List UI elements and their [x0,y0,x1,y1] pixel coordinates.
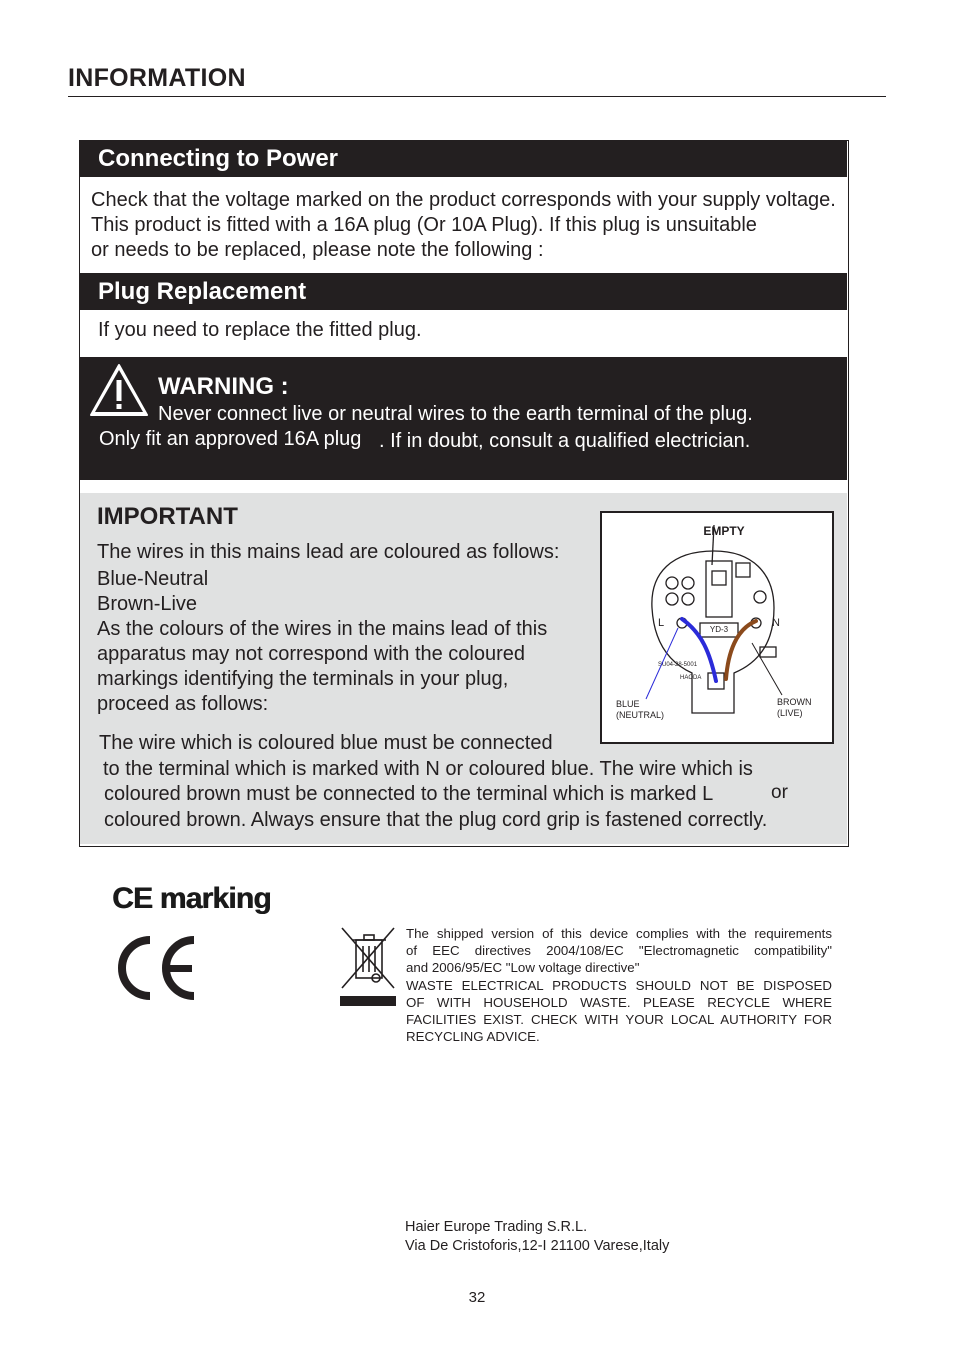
address-line-1: Haier Europe Trading S.R.L. [405,1219,588,1235]
plug-wiring-diagram [602,513,832,742]
important-para-line-3: coloured brown must be connected to the terminal which is marked L [104,783,714,805]
warning-line-2b: . If in doubt, consult a qualified electrician. [379,430,751,452]
plug-label-code: SU04-28-5001 [658,662,698,668]
important-line-3: Brown-Live [97,593,198,615]
header-divider [68,96,886,97]
compliance-line-1: The shipped version of this device complies with the requirements [406,926,832,941]
plug-diagram-frame [600,511,834,744]
warning-title: WARNING : [158,373,289,400]
important-para-line-2: to the terminal which is marked with N or coloured blue. The wire which is [103,758,753,780]
compliance-line-4: WASTE ELECTRICAL PRODUCTS SHOULD NOT BE DISPOSED [406,977,832,993]
important-line-4: As the colours of the wires in the mains lead of this [97,618,548,640]
compliance-line-2: of EEC directives 2004/108/EC "Electromagnetic compatibility" [406,943,832,959]
compliance-line-6: FACILITIES EXIST. CHECK WITH YOUR LOCAL AUTHORITY FOR [406,1012,832,1028]
plug-label-neutral: (NEUTRAL) [616,710,665,720]
connecting-text-line-3: or needs to be replaced, please note the following : [91,239,544,261]
company-address [405,1218,669,1256]
warning-line-1: Never connect live or neutral wires to the earth terminal of the plug. [158,403,753,425]
compliance-line-7: RECYCLING ADVICE. [406,1029,540,1045]
plug-label-live: (LIVE) [777,708,803,718]
compliance-line-5: OF WITH HOUSEHOLD WASTE. PLEASE RECYCLE WHERE [406,994,832,1010]
important-line-5: apparatus may not correspond with the coloured [97,643,526,665]
compliance-line-3: and 2006/95/EC "Low voltage directive" [406,960,640,976]
warning-triangle-icon [88,362,150,418]
important-line-7: proceed as follows: [97,693,269,715]
plug-replacement-heading: Plug Replacement [80,273,847,310]
important-line-2: Blue-Neutral [97,568,209,590]
connecting-text-line-1: Check that the voltage marked on the product corresponds with your supply voltage. [91,189,836,211]
important-para-line-4: coloured brown. Always ensure that the plug cord grip is fastened correctly. [104,809,768,831]
connecting-text-line-2: This product is fitted with a 16A plug (Or 10A Plug). If this plug is unsuitable [91,214,757,236]
ce-marking-title: CE marking [112,882,271,915]
ce-mark-icon [110,934,200,1002]
important-line-1: The wires in this mains lead are coloured as follows: [97,541,560,563]
weee-crossed-bin-icon [338,926,398,1008]
connecting-power-heading: Connecting to Power [80,141,847,177]
important-title: IMPORTANT [97,503,238,530]
plug-label-brown: BROWN [777,697,812,707]
plug-label-model: YD-3 [709,625,729,634]
warning-line-2a: Only fit an approved 16A plug [99,428,362,450]
compliance-statement [406,925,832,1045]
plug-label-l: L [658,617,665,629]
plug-label-blue: BLUE [616,699,640,709]
plug-replacement-text: If you need to replace the fitted plug. [98,319,422,341]
plug-label-maker: HAODA [680,675,702,681]
page-title: INFORMATION [68,64,246,92]
important-line-6: markings identifying the terminals in your plug, [97,668,509,690]
plug-label-n: N [772,617,780,629]
plug-label-empty: EMPTY [703,524,745,538]
important-para-line-1: The wire which is coloured blue must be connected [99,732,553,754]
brown-leader-line [752,643,782,695]
page-number: 32 [468,1289,486,1306]
important-para-or: or [771,782,788,803]
address-line-2: Via De Cristoforis,12-I 21100 Varese,Italy [405,1238,670,1254]
